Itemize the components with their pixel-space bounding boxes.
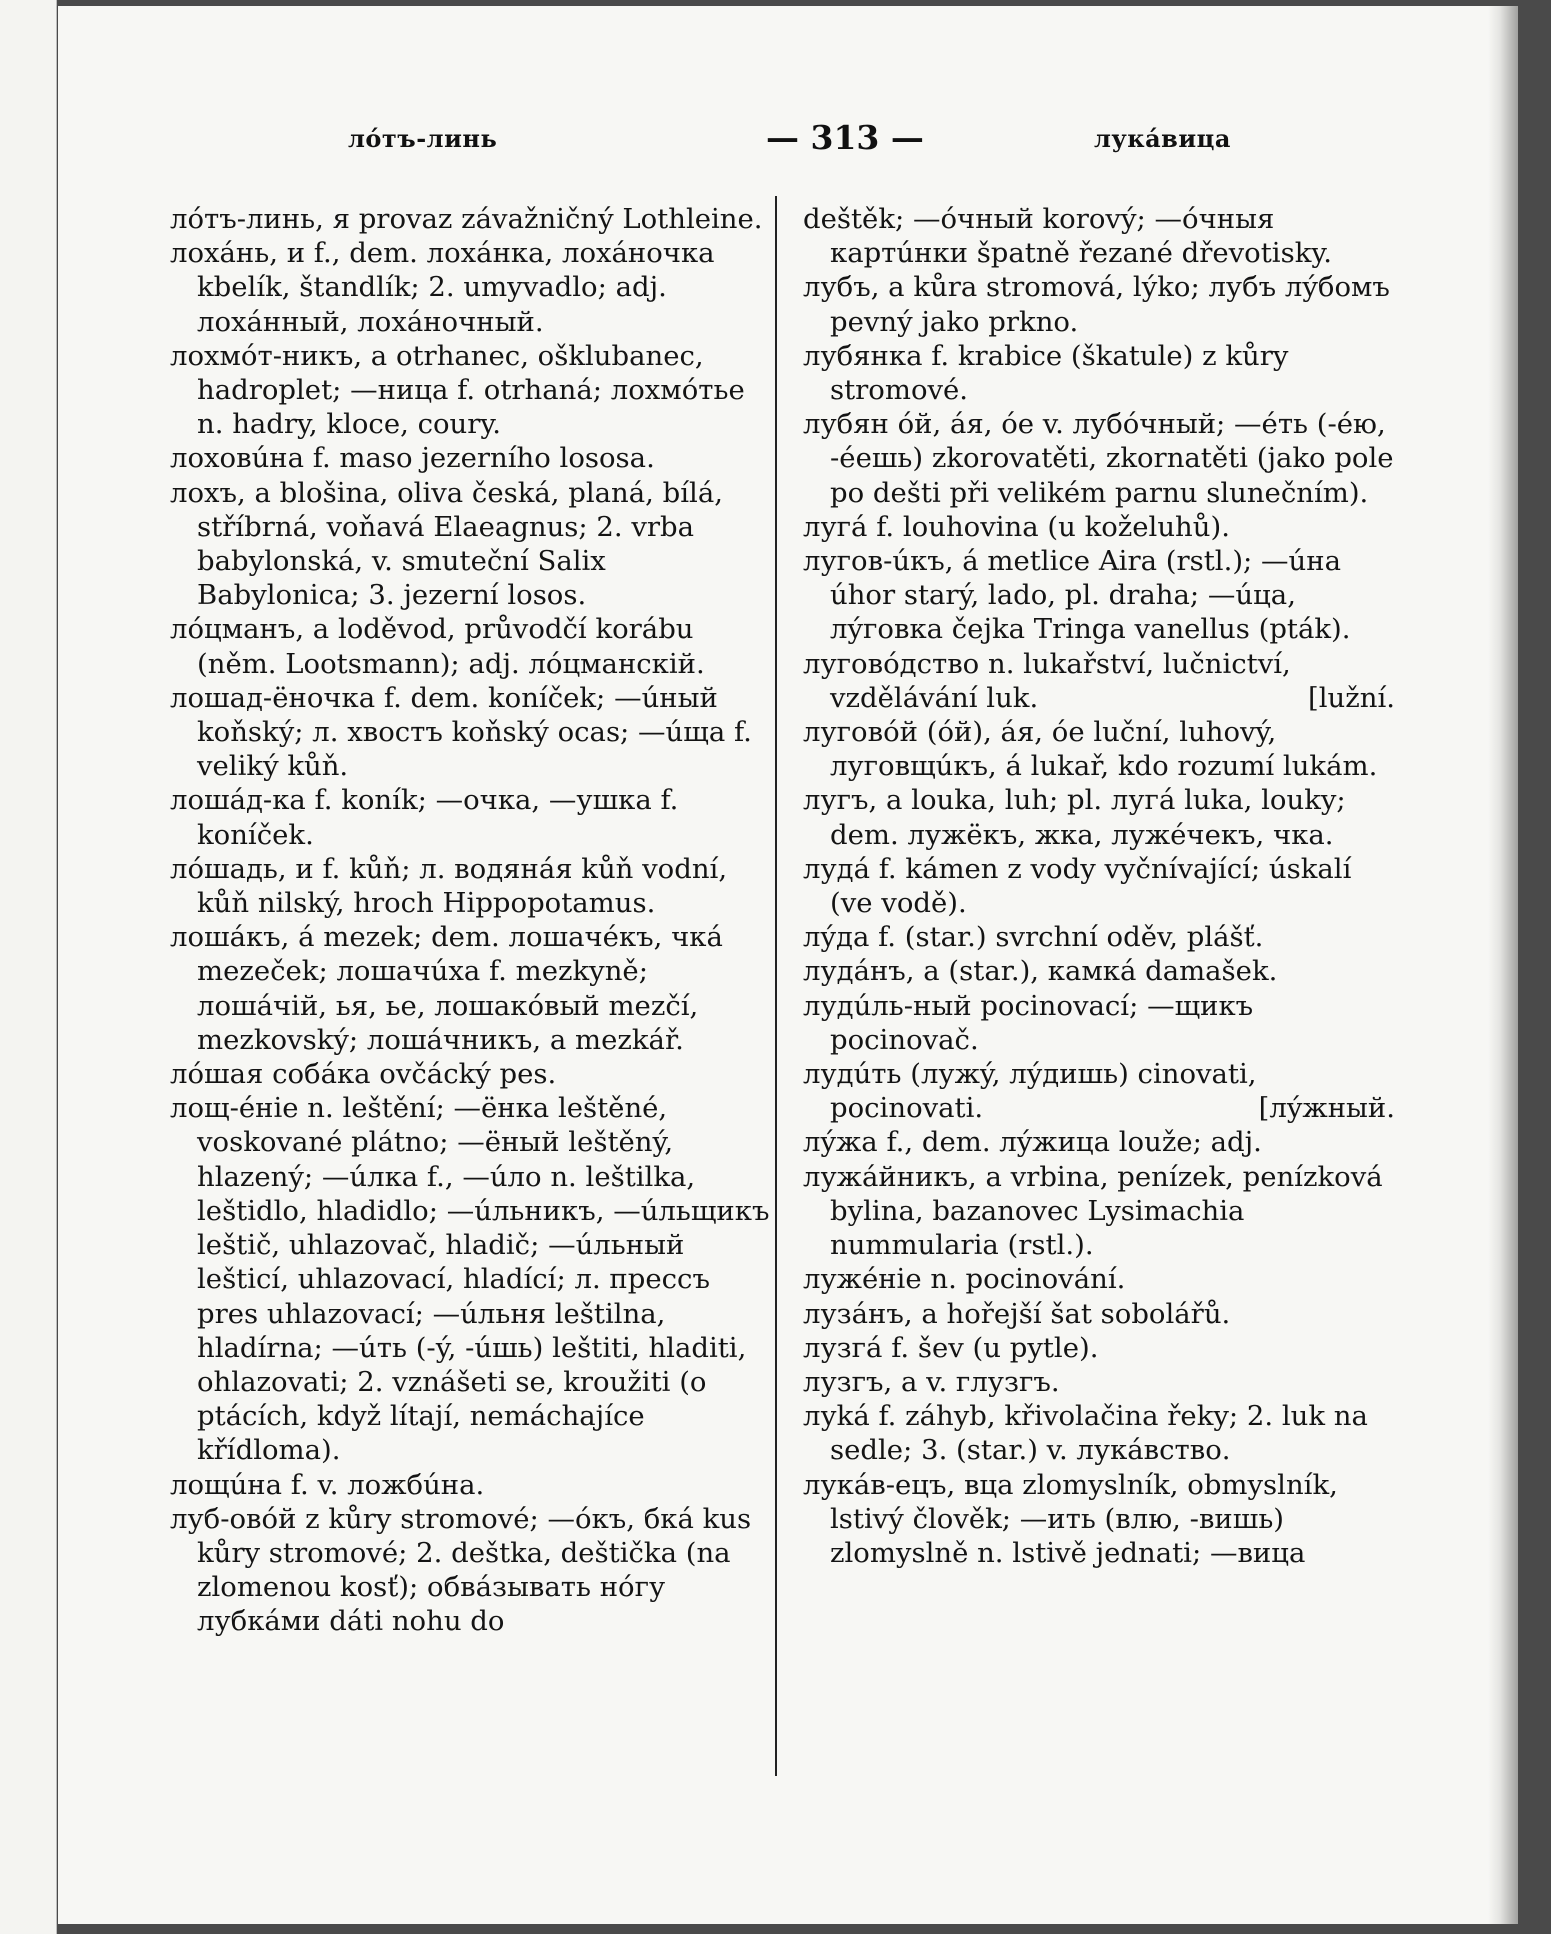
dictionary-entry: лохъ, a blošina, oliva česká, planá, bílá, stříbrná, voňavá Elaeagnus; 2. vrba babylonská, v. smuteční Salix Babylonica; 3. jezerní losos. — [170, 476, 723, 612]
right-column — [803, 202, 1395, 1570]
dictionary-entry-with-trailer — [803, 647, 1395, 715]
page-gutter-shadow — [1488, 6, 1518, 1924]
header-last-word: лукáвица — [1094, 124, 1231, 153]
dictionary-page — [58, 6, 1518, 1924]
dictionary-entry: лóшадь, и f. kůň; л. водянáя kůň vodní, kůň nilský, hroch Hippopotamus. — [170, 852, 728, 920]
dictionary-entry: лужéніе n. pocinování. — [803, 1263, 1126, 1296]
dictionary-entry: лощúна f. v. ложбúна. — [170, 1468, 485, 1501]
dictionary-entry: лудúль-ный pocinovací; —щикъ pocinovač. — [803, 989, 1254, 1056]
dictionary-entry: лудáнъ, a (star.), камкá damašek. — [803, 955, 1278, 988]
dictionary-entry: лóшая собáка ovčácký pes. — [170, 1058, 557, 1091]
dictionary-entry: лубян óй, áя, óе v. лубóчный; —éть (-éю, -éешь) zkorovatěti, zkornatěti (jako pole po dešti při velikém parnu slunečním). — [803, 408, 1394, 509]
dictionary-entry: deštěk; —óчный korový; —óчныя картúнки špatně řezané dřevotisky. — [803, 203, 1332, 270]
dictionary-entry: лугов-úкъ, á metlice Aira (rstl.); —úна úhor starý, lado, pl. draha; —úца, лýговка čejka Tringa vanellus (pták). — [803, 545, 1351, 646]
trailing-word: [lužní. — [1308, 681, 1395, 714]
running-header — [146, 118, 1386, 162]
dictionary-entry-with-trailer — [803, 1057, 1395, 1125]
dictionary-entry: луговóй (óй), áя, óе luční, luhový, луговщúкъ, á lukař, kdo rozumí lukám. — [803, 716, 1378, 783]
column-divider — [775, 196, 777, 1776]
dictionary-entry: лоховúна f. maso jezerního lososa. — [170, 442, 655, 475]
dictionary-entry: луб-овóй z kůry stromové; —óкъ, бкá kus kůry stromové; 2. deštka, deštička (na zlomenou kosť); обвáзывать нóгу лубкáми dáti nohu do — [170, 1502, 752, 1638]
dictionary-entry: лóтъ-линь, я provaz závažničný Lothleine. — [170, 203, 763, 235]
dictionary-entry: лузáнъ, a hořejší šat sobolářů. — [803, 1297, 1231, 1330]
dictionary-entry: лохмóт-никъ, a otrhanec, ošklubanec, hadroplet; —ница f. otrhaná; лохмóтье n. hadry, kloce, coury. — [170, 339, 745, 441]
dictionary-entry: лохáнь, и f., dem. лохáнка, лохáночка kbelík, štandlík; 2. umyvadlo; adj. лохáнный, лохáночный. — [170, 237, 715, 338]
header-first-word: лóтъ-линь — [348, 124, 498, 153]
previous-page-edge — [0, 0, 57, 1934]
page-number: — 313 — — [766, 118, 924, 157]
dictionary-entry: лузгъ, a v. глузгъ. — [803, 1365, 1060, 1398]
dictionary-entry: лубъ, a kůra stromová, lýko; лубъ лýбомъ pevný jako prkno. — [803, 271, 1390, 338]
entry-text: луговóдство n. lukařství, lučnictví, vzdělávání luk. — [803, 647, 1291, 714]
dictionary-entry: лошад-ёночка f. dem. koníček; —úный koňský; л. хвостъ koňský ocas; —úща f. veliký kůň. — [170, 681, 752, 783]
dictionary-entry: лощ-éніе n. leštění; —ёнка leštěné, voskované plátno; —ёный leštěný, hlazený; —úлка f., —úло n. leštilka, leštidlo, hladidlo; —úльникъ, —úльщикъ leštič, uhlazovač, hladič; —úльный lešticí, uhlazovací, hladící; л. прессъ pres uhlazovací; —úльня leštilna, hladírna; —úть (-ý, -úшь) leštiti, hladiti, ohlazovati; 2. vznášeti se, kroužiti (o ptácích, když lítají, nemáchajíce křídloma). — [170, 1092, 770, 1467]
dictionary-entry: лубянка f. krabice (škatule) z kůry stromové. — [803, 339, 1289, 407]
dictionary-entry: луká f. záhyb, křivolačina řeky; 2. luk na sedle; 3. (star.) v. лукáвство. — [803, 1400, 1368, 1467]
left-column — [170, 202, 770, 1639]
dictionary-entry: лошáд-ка f. koník; —очка, —ушка f. koníček. — [170, 784, 679, 851]
dictionary-entry: лугъ, a louka, luh; pl. лугá luka, louky; dem. лужёкъ, жка, лужéчекъ, чка. — [803, 784, 1346, 851]
dictionary-entry: лукáв-ецъ, вца zlomyslník, obmyslník, lstivý člověk; —ить (влю, -вишь) zlomyslně n. lstivě jednati; —вица — [803, 1468, 1338, 1569]
entry-text: лудúть (лужý, лýдишь) cinovati, pocinovati. — [803, 1058, 1257, 1125]
dictionary-entry: лудá f. kámen z vody vyčnívající; úskalí (ve vodě). — [803, 852, 1352, 920]
dictionary-entry: лýжа f., dem. лýжица louže; adj. — [803, 1126, 1262, 1159]
dictionary-entry: лýда f. (star.) svrchní oděv, plášť. — [803, 921, 1264, 954]
dictionary-entry: лошáкъ, á mezek; dem. лошачéкъ, чкá mezeček; лошачúха f. mezkyně; лошáчій, ья, ье, лошакóвый mezčí, mezkovský; лошáчникъ, a mezkář. — [170, 921, 723, 1056]
dictionary-entry: лузгá f. šev (u pytle). — [803, 1331, 1099, 1364]
trailing-word: [лýжный. — [1258, 1092, 1395, 1125]
dictionary-entry: лóцманъ, a loděvod, průvodčí korábu (něm. Lootsmann); adj. лóцманскій. — [170, 613, 705, 680]
dictionary-entry: лужáйникъ, a vrbina, penízek, penízková bylina, bazanovec Lysimachia nummularia (rstl.). — [803, 1160, 1383, 1262]
dictionary-entry: лугá f. louhovina (u koželuhů). — [803, 510, 1230, 543]
